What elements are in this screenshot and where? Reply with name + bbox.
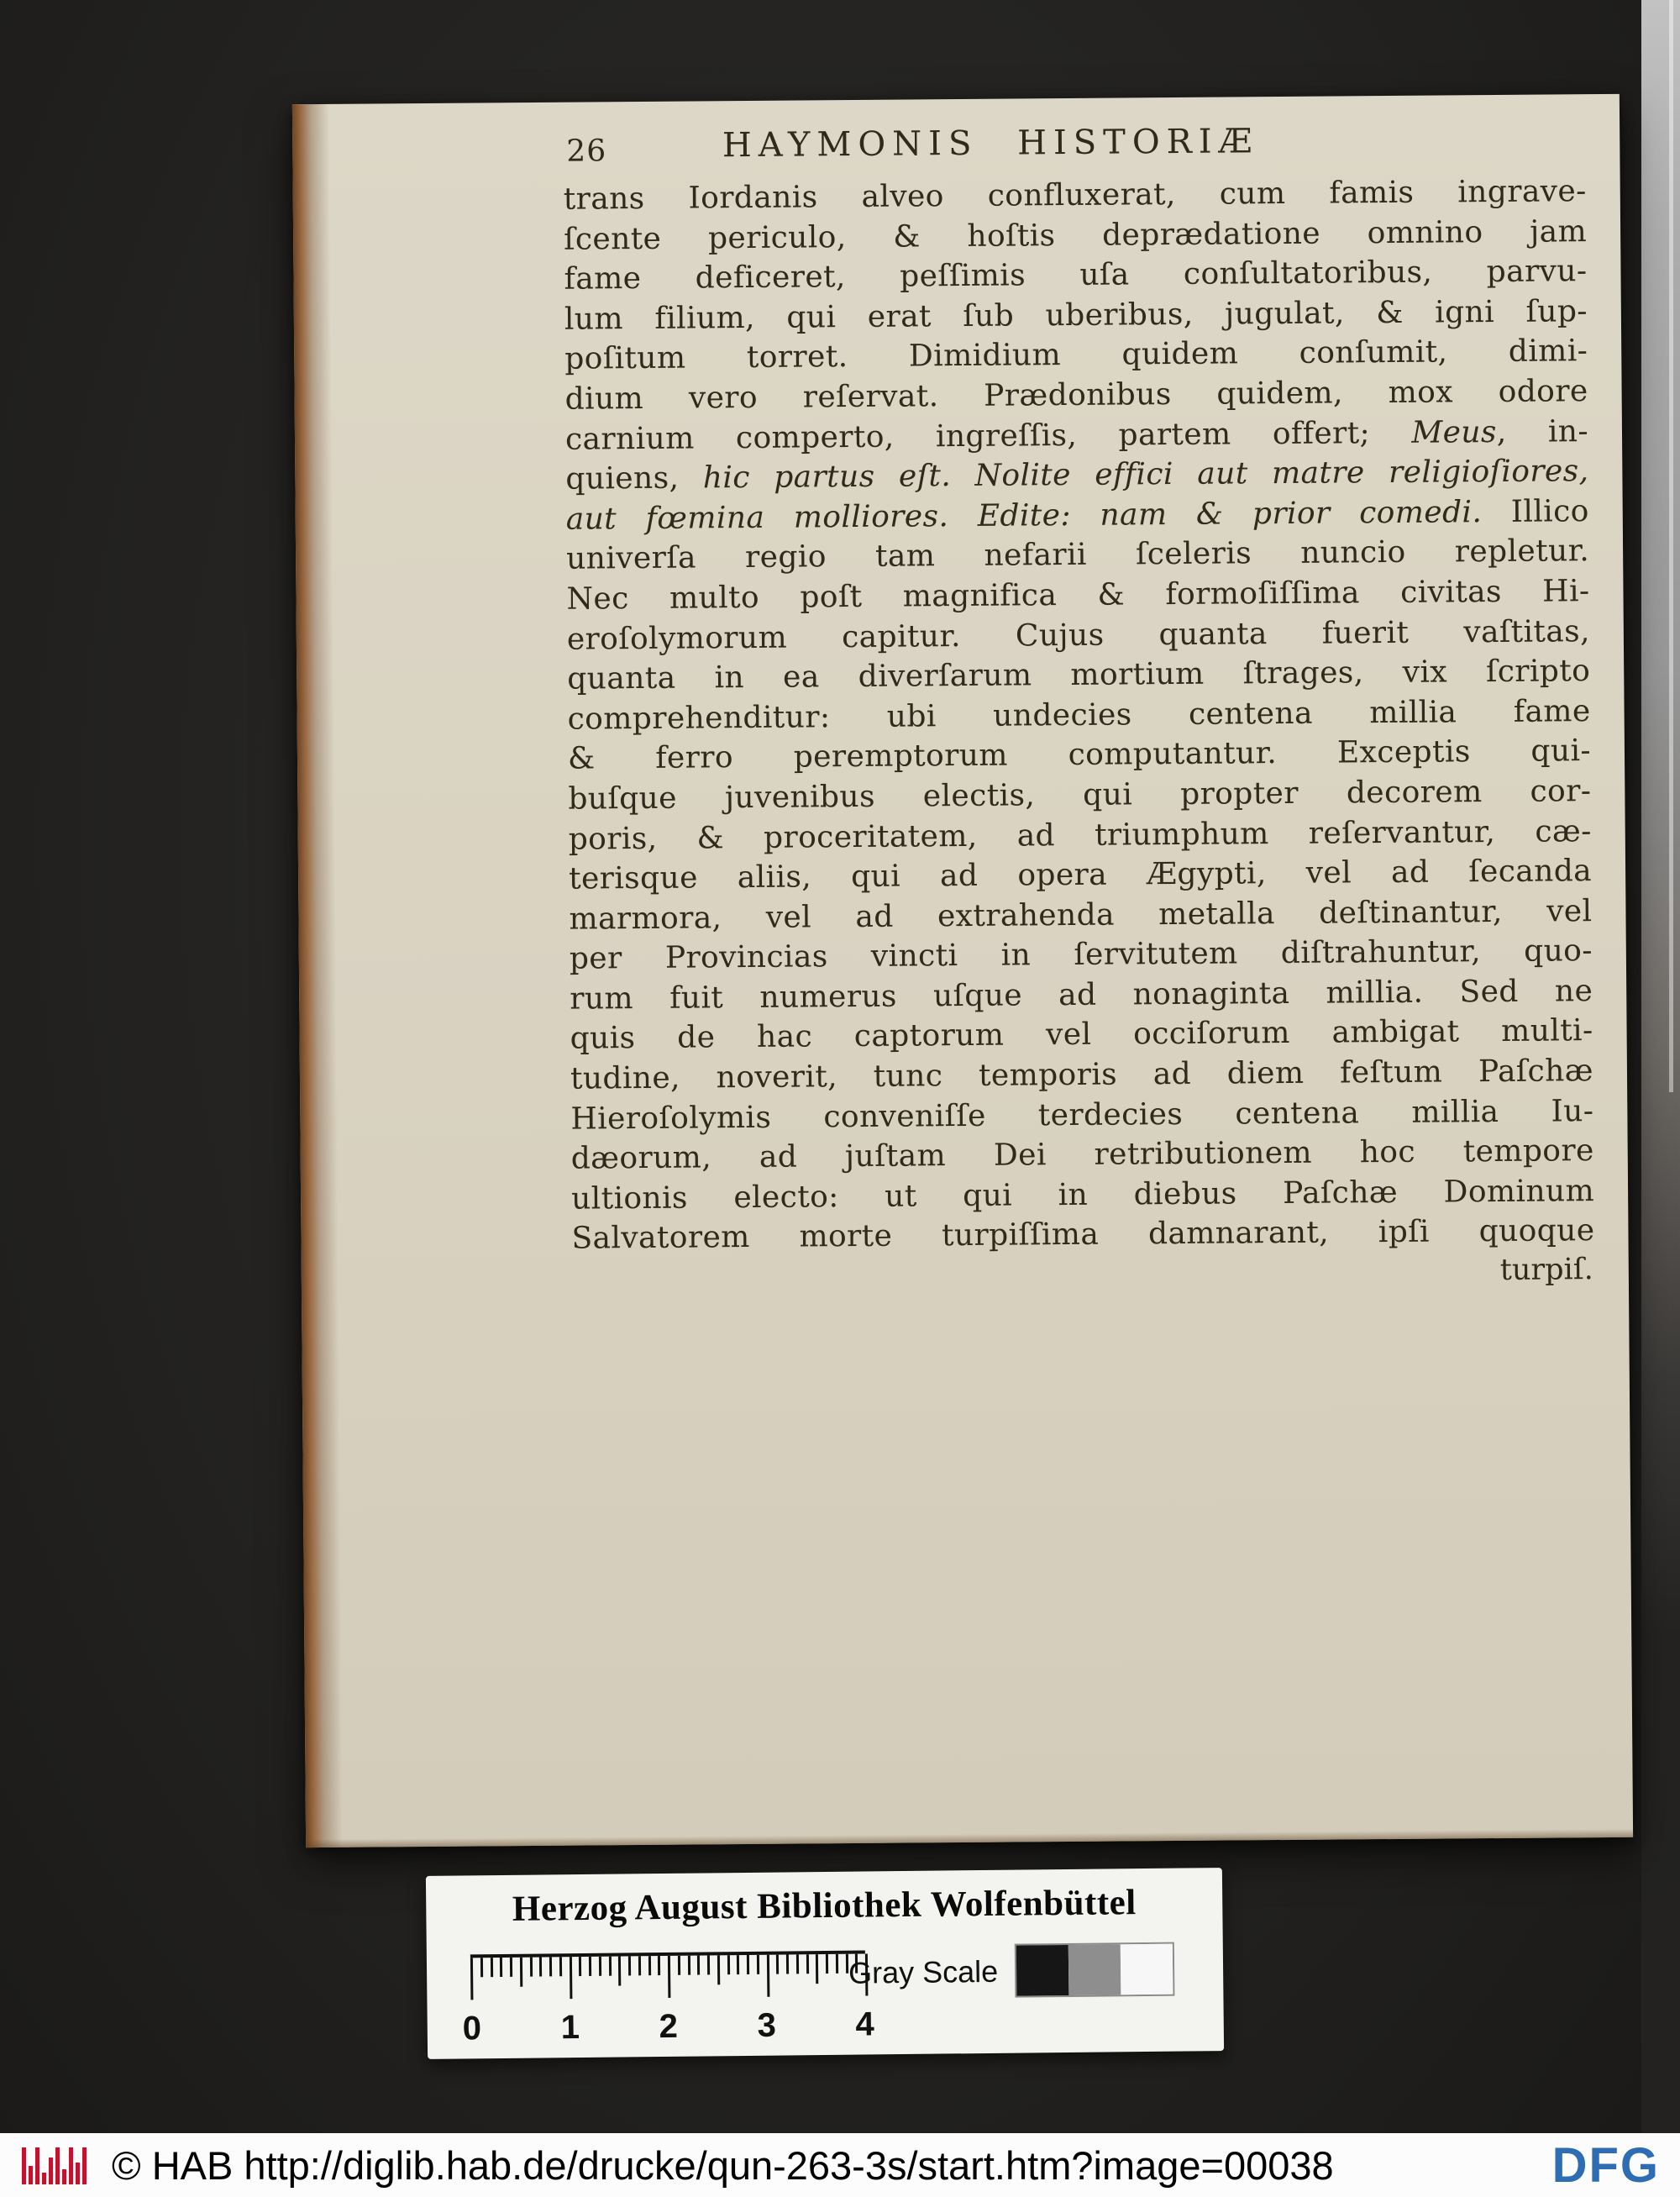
ruler-tick <box>747 1955 749 1974</box>
ruler-tick <box>806 1954 808 1974</box>
book-fore-edge <box>1641 0 1680 2133</box>
barcode-bar <box>35 2147 39 2184</box>
dfg-logo: DFG <box>1551 2137 1660 2193</box>
ruler-tick <box>687 1956 690 1975</box>
text-line: per Provincias vincti in ſervitutem diſtrahuntur, quo- <box>569 933 1593 976</box>
text-line: eroſolymorum capitur. Cujus quanta fuerit vaſtitas, <box>566 613 1591 657</box>
ruler-tick <box>776 1955 779 1974</box>
text-line: trans Iordanis alveo confluxerat, cum famis ingrave- <box>563 174 1587 217</box>
barcode-bar <box>76 2163 80 2184</box>
page-number: 26 <box>566 134 607 169</box>
text-line: rum fuit numerus uſque ad nonaginta millia. Sed ne <box>570 973 1593 1017</box>
ruler-tick <box>816 1954 818 1984</box>
text-line: terisque aliis, qui ad opera Ægypti, vel ad ſecanda <box>568 854 1593 896</box>
catchword: turpiſ. <box>1499 1253 1593 1288</box>
ruler-tick <box>717 1955 720 1984</box>
ruler-tick <box>529 1958 532 1977</box>
text-line: Hieroſolymis conveniſſe terdecies centena millia Iu- <box>570 1093 1594 1137</box>
ruler-tick <box>628 1956 631 1975</box>
running-title: HAYMONIS HISTORIÆ <box>722 122 1259 166</box>
copyright-url-text: © HAB http://diglib.hab.de/drucke/qun-263-3s/start.htm?image=00038 <box>112 2142 1334 2188</box>
ruler-tick <box>510 1958 512 1977</box>
gray-scale-patch <box>1068 1944 1121 1995</box>
text-line: Salvatorem morte turpiſſima damnarant, ipſi quoque <box>571 1213 1595 1257</box>
ruler-tick <box>549 1957 552 1976</box>
ruler-tick <box>826 1954 828 1974</box>
ruler-tick <box>707 1955 710 1974</box>
ruler-label: 1 <box>560 2009 580 2047</box>
text-line: fame deficeret, peſſimis uſa conſultatoribus, parvu- <box>564 254 1588 297</box>
ruler-tick <box>608 1957 611 1976</box>
ruler-tick <box>796 1954 799 1974</box>
text-line: tudine, noverit, tunc temporis ad diem feſtum Paſchæ <box>570 1054 1594 1096</box>
ruler-tick <box>599 1957 601 1976</box>
barcode-bar <box>29 2166 33 2184</box>
ruler-tick <box>589 1957 591 1976</box>
ruler-tick <box>766 1955 769 1997</box>
ruler-tick <box>697 1956 700 1975</box>
ruler-tick <box>470 1958 474 2000</box>
text-line: Nec multo poſt magnifica & formoſiſſima civitas Hi- <box>566 574 1590 617</box>
ruler-tick <box>500 1958 502 1977</box>
ruler-tick <box>480 1958 483 1977</box>
barcode-bar <box>55 2147 60 2184</box>
ruler-tick <box>678 1956 680 1975</box>
barcode-bar <box>49 2158 53 2184</box>
text-line: quiens, hic partus eſt. Nolite effici aut matre religioſiores, <box>565 454 1589 497</box>
ruler-tick <box>727 1955 729 1974</box>
ruler-tick <box>658 1956 660 1975</box>
text-line: & ferro peremptorum computantur. Exceptis qui- <box>567 733 1592 776</box>
ruler-tick <box>569 1957 572 1999</box>
watermark-bar <box>0 2133 1680 2197</box>
ruler-ticks <box>470 1953 865 1958</box>
scanned-page <box>292 94 1633 1847</box>
barcode-bar <box>62 2169 66 2184</box>
barcode-bar <box>69 2147 73 2184</box>
ruler-tick <box>757 1955 759 1974</box>
barcode-bar <box>82 2147 87 2184</box>
ruler-label: 2 <box>659 2007 679 2046</box>
library-name: Herzog August Bibliothek Wolfenbüttel <box>512 1883 1137 1929</box>
hab-barcode-icon <box>22 2146 87 2184</box>
ruler-label: 3 <box>757 2006 777 2044</box>
text-line: poris, & proceritatem, ad triumphum reſervantur, cæ- <box>568 813 1592 857</box>
cm-ruler <box>462 1950 874 2052</box>
ruler-tick <box>737 1955 739 1974</box>
text-line: carnium comperto, ingreſſis, partem offert; Meus, in- <box>564 413 1589 457</box>
ruler-tick <box>559 1957 562 1976</box>
ruler-labels <box>463 2005 874 2047</box>
text-line: aut fœmina molliores. Edite: nam & prior comedi. Illico <box>565 493 1589 537</box>
ruler-tick <box>648 1956 650 1975</box>
page-header <box>563 119 1586 176</box>
library-ruler-card <box>426 1868 1224 2059</box>
text-line: univerſa regio tam nefarii ſceleris nuncio repletur. <box>565 533 1590 577</box>
gray-scale-label: Gray Scale <box>848 1953 999 1990</box>
text-line: comprehenditur: ubi undecies centena millia fame <box>567 693 1591 737</box>
gray-scale-patch <box>1016 1945 1069 1996</box>
ruler-tick <box>668 1956 671 1998</box>
ruler-tick <box>539 1958 542 1977</box>
text-line: quis de hac captorum vel occiſorum ambigat multi- <box>570 1013 1593 1057</box>
ruler-tick <box>618 1957 621 1986</box>
body-lines <box>564 171 1595 1259</box>
text-line: ſcente periculo, & hoſtis deprædatione omnino jam <box>563 213 1588 257</box>
text-line: poſitum torret. Dimidium quidem conſumit, dimi- <box>564 334 1588 377</box>
barcode-bar <box>42 2173 46 2184</box>
ruler-tick <box>490 1958 492 1977</box>
text-line: buſque juvenibus electis, qui propter decorem cor- <box>568 774 1592 817</box>
text-line: dæorum, ad juſtam Dei retributionem hoc tempore <box>570 1133 1594 1176</box>
text-line: quanta in ea diverſarum mortium ſtrages, vix ſcripto <box>567 654 1591 696</box>
barcode-bar <box>22 2147 26 2184</box>
text-line: ultionis electo: ut qui in diebus Paſchæ Dominum <box>570 1173 1595 1217</box>
page-stack-highlight <box>1669 0 1673 1092</box>
text-line: dium vero reſervat. Prædonibus quidem, mox odore <box>564 374 1588 417</box>
ruler-label: 0 <box>462 2010 482 2047</box>
gray-scale-patch <box>1121 1944 1173 1995</box>
gray-scale-patches <box>1015 1942 1175 1998</box>
text-block <box>563 119 1595 1295</box>
ruler-tick <box>836 1954 838 1974</box>
ruler-tick <box>520 1958 522 1987</box>
ruler-tick <box>638 1956 641 1975</box>
text-line: lum filium, qui erat ſub uberibus, jugulat, & igni ſup- <box>564 293 1588 337</box>
text-line: marmora, vel ad extrahenda metalla deſtinantur, vel <box>569 893 1593 937</box>
ruler-tick <box>579 1957 581 1976</box>
ruler-tick <box>786 1954 789 1974</box>
ruler-label: 4 <box>855 2005 874 2043</box>
